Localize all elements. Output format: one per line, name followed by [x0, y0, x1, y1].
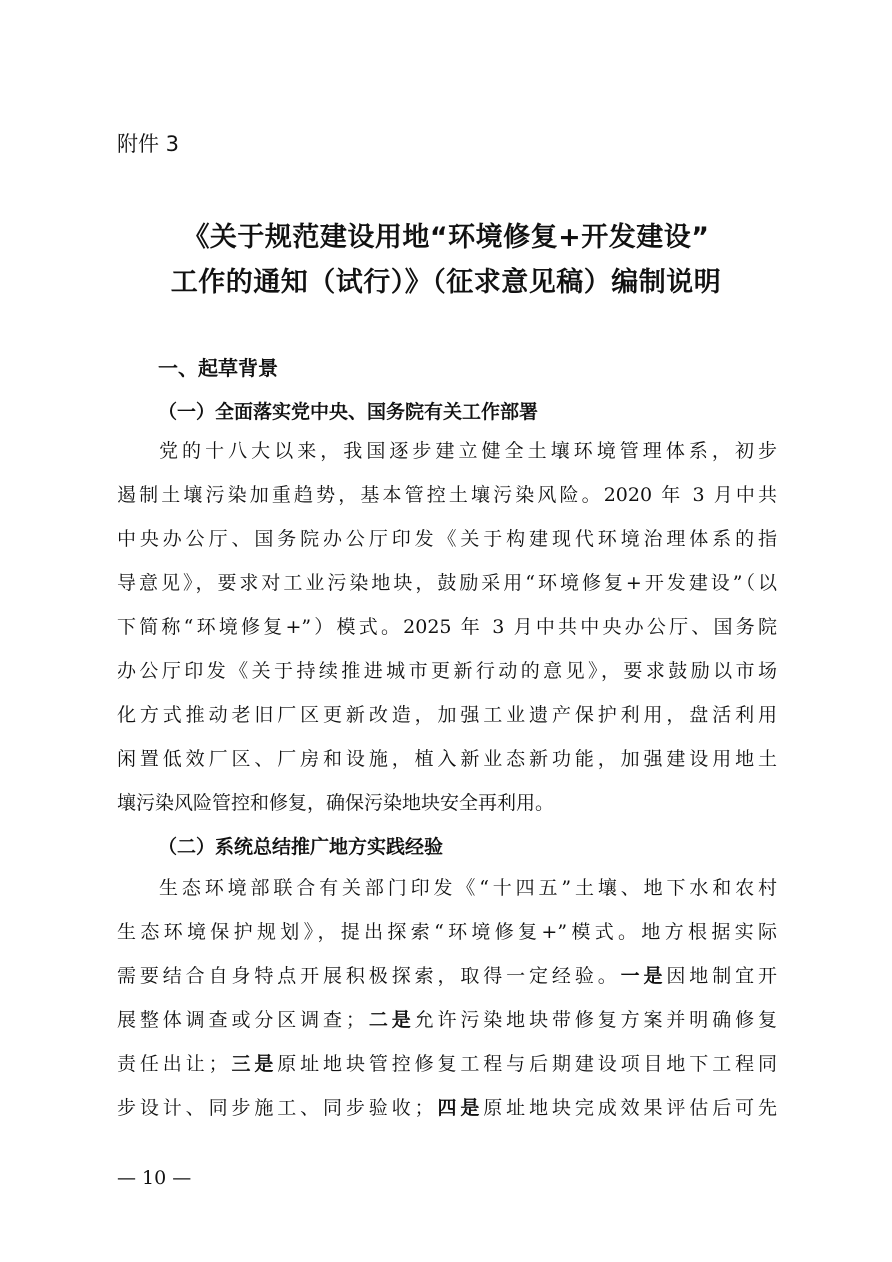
text-run: 原址地块管控修复工程与后期建设项目地下工程同: [277, 1053, 777, 1075]
paragraph-line: 下简称“环境修复+”）模式。2025 年 3 月中共中央办公厅、国务院: [117, 616, 777, 638]
emphasis-text: 四是: [433, 1097, 484, 1119]
document-title-line-1: 《关于规范建设用地“环境修复+开发建设”: [182, 222, 710, 253]
paragraph-line: [117, 998, 777, 1042]
text-run: 步设计、同步施工、同步验收；: [117, 1097, 434, 1119]
paragraph-line: [117, 1086, 777, 1130]
text-run: 展整体调查或分区调查；: [117, 1009, 365, 1031]
document-title-line-2: 工作的通知（试行）》（征求意见稿）编制说明: [170, 267, 722, 298]
paragraph-line: [117, 1042, 777, 1086]
section-heading: 一、起草背景: [158, 356, 278, 380]
subsection-heading-2: （二）系统总结推广地方实践经验: [158, 836, 444, 858]
paragraph-line: 导意见》，要求对工业污染地块，鼓励采用“环境修复+开发建设”（以: [117, 572, 777, 594]
paragraph-line: 办公厅印发《关于持续推进城市更新行动的意见》，要求鼓励以市场: [117, 660, 777, 682]
paragraph-line: 遏制土壤污染加重趋势，基本管控土壤污染风险。2020 年 3 月中共: [117, 484, 777, 506]
subsection-heading-1: （一）全面落实党中央、国务院有关工作部署: [158, 401, 539, 423]
text-run: 需要结合自身特点开展积极探索，取得一定经验。: [117, 965, 621, 987]
emphasis-text: 三是: [227, 1053, 278, 1075]
emphasis-text: 一是: [620, 965, 667, 987]
paragraph-line: 化方式推动老旧厂区更新改造，加强工业遗产保护利用，盘活利用: [117, 704, 777, 726]
text-run: 责任出让；: [117, 1053, 228, 1075]
paragraph-line: 生态环境部联合有关部门印发《“十四五”土壤、地下水和农村: [159, 877, 777, 899]
text-run: 原址地块完成效果评估后可先: [483, 1097, 777, 1119]
paragraph-line: [117, 954, 777, 998]
text-run: 因地制宜开: [666, 965, 777, 987]
paragraph-1: [117, 429, 777, 825]
paragraph-line: 壤污染风险管控和修复，确保污染地块安全再利用。: [117, 792, 555, 814]
paragraph-line: 闲置低效厂区、厂房和设施，植入新业态新功能，加强建设用地土: [117, 748, 777, 770]
paragraph-line: 党的十八大以来，我国逐步建立健全土壤环境管理体系，初步: [159, 440, 777, 462]
paragraph-line: 生态环境保护规划》，提出探索“环境修复+”模式。地方根据实际: [117, 921, 777, 943]
emphasis-text: 二是: [364, 1009, 415, 1031]
paragraph-line: 中央办公厅、国务院办公厅印发《关于构建现代环境治理体系的指: [117, 528, 777, 550]
paragraph-2: [117, 866, 777, 1130]
text-run: 允许污染地块带修复方案并明确修复: [414, 1009, 777, 1031]
annex-label: 附件 3: [117, 132, 180, 156]
page-number: — 10 —: [117, 1167, 192, 1189]
